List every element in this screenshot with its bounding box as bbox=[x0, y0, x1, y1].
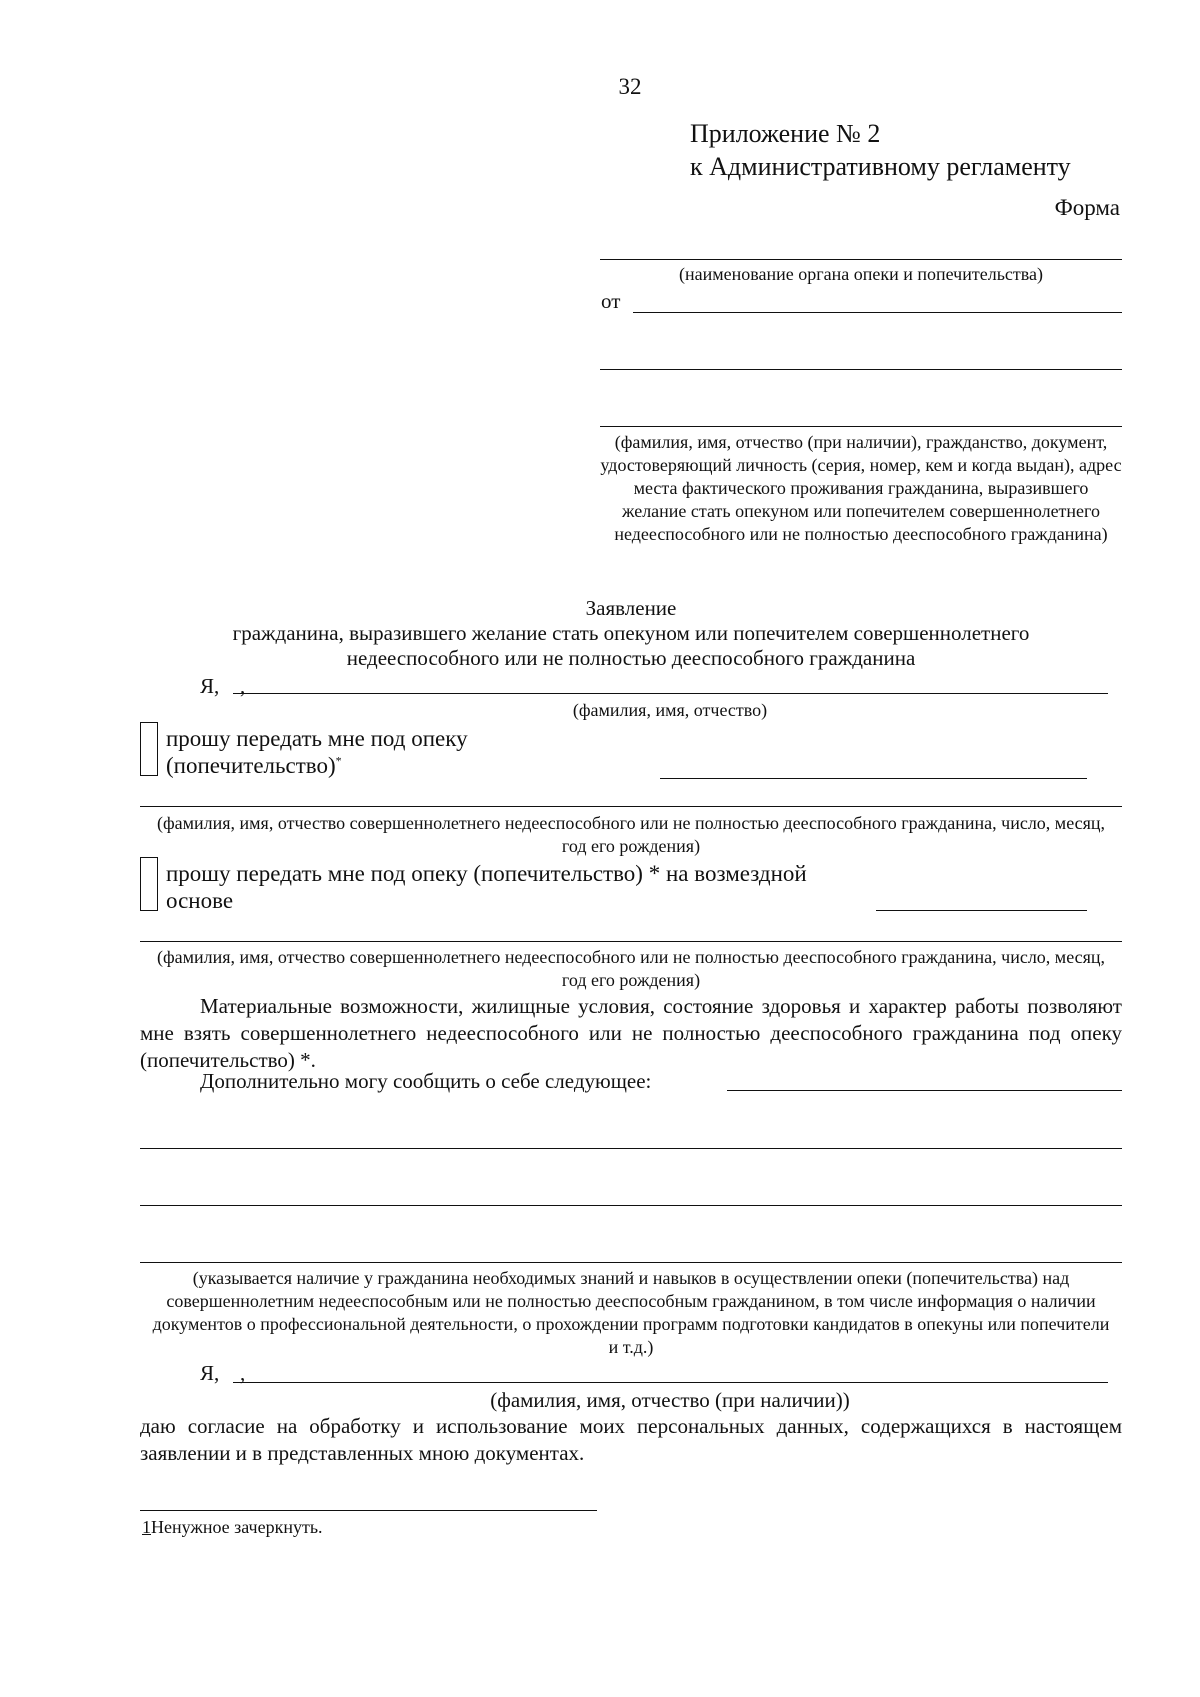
additional-info-line-2[interactable] bbox=[140, 1148, 1122, 1149]
option2-text-line1: прошу передать мне под опеку (попечительство) * на возмездной bbox=[166, 861, 807, 886]
regulation-reference: к Административному регламенту bbox=[690, 152, 1071, 181]
footnote-number: 1 bbox=[142, 1517, 151, 1537]
applicant-details-caption: (фамилия, имя, отчество (при наличии), гражданство, документ, удостоверяющий личность (серия, номер, кем и когда выдан), адрес места фактического проживания гражданина, выразившего желание стать опекуном или попечителем совершеннолетнего недееспособного или не полностью дееспособного гражданина) bbox=[600, 432, 1122, 544]
option1-short-line[interactable] bbox=[660, 778, 1087, 779]
additional-info-line-4[interactable] bbox=[140, 1262, 1122, 1263]
additional-info-line-1[interactable] bbox=[727, 1090, 1122, 1091]
additional-info-label: Дополнительно могу сообщить о себе следующее: bbox=[200, 1069, 652, 1093]
consent-name-line[interactable] bbox=[233, 1382, 1108, 1383]
applicant-line-2[interactable] bbox=[600, 369, 1122, 370]
statement-subtitle-line2: недееспособного или не полностью дееспособного гражданина bbox=[346, 646, 916, 670]
applicant-i-label: Я, bbox=[200, 674, 220, 698]
option2-checkbox[interactable] bbox=[140, 857, 158, 911]
consent-i-label: Я, bbox=[200, 1361, 220, 1385]
from-label: от bbox=[601, 289, 621, 313]
option2-full-line[interactable] bbox=[140, 941, 1122, 942]
additional-info-line-3[interactable] bbox=[140, 1205, 1122, 1206]
option1-mark: * bbox=[335, 753, 342, 768]
applicant-name-line[interactable] bbox=[233, 693, 1108, 694]
material-conditions-paragraph: Материальные возможности, жилищные условия, состояние здоровья и характер работы позволяют мне взять совершеннолетнего недееспособного или не полностью дееспособного гражданина под опеку (попечительство) *. bbox=[140, 994, 1122, 1072]
consent-comma: , bbox=[240, 1361, 246, 1385]
footnote bbox=[142, 1516, 323, 1539]
footnote-text: Ненужное зачеркнуть. bbox=[151, 1517, 323, 1537]
additional-info-caption: (указывается наличие у гражданина необходимых знаний и навыков в осуществлении опеки (попечительства) над совершеннолетним недееспособным или не полностью дееспособным гражданином, в том числе информация о наличии документов о профессиональной деятельности, о прохождении программ подготовки кандидатов в опекуны или попечители и т.д.) bbox=[152, 1268, 1110, 1357]
applicant-line-3[interactable] bbox=[600, 426, 1122, 427]
option2-short-line[interactable] bbox=[876, 910, 1087, 911]
applicant-comma: , bbox=[240, 674, 246, 698]
option1-checkbox[interactable] bbox=[140, 722, 158, 776]
organ-name-line[interactable] bbox=[600, 259, 1122, 260]
footnote-separator bbox=[140, 1510, 597, 1511]
appendix-title: Приложение № 2 bbox=[690, 119, 881, 148]
consent-name-caption: (фамилия, имя, отчество (при наличии)) bbox=[490, 1388, 850, 1412]
option1-text-line1: прошу передать мне под опеку bbox=[166, 726, 468, 751]
option1-text-line2 bbox=[166, 752, 342, 780]
applicant-line-1[interactable] bbox=[633, 312, 1122, 313]
consent-text: даю согласие на обработку и использование моих персональных данных, содержащихся в настоящем заявлении и в представленных мною документах. bbox=[140, 1414, 1122, 1465]
applicant-name-caption: (фамилия, имя, отчество) bbox=[572, 700, 768, 720]
option1-full-line[interactable] bbox=[140, 806, 1122, 807]
statement-subtitle-line1: гражданина, выразившего желание стать опекуном или попечителем совершеннолетнего bbox=[232, 621, 1030, 645]
option2-text-line2: основе bbox=[166, 888, 234, 913]
statement-title: Заявление bbox=[585, 596, 677, 620]
page-number: 32 bbox=[618, 74, 642, 99]
option2-caption: (фамилия, имя, отчество совершеннолетнего недееспособного или не полностью дееспособного гражданина, число, месяц, год его рождения) bbox=[156, 947, 1106, 990]
form-label: Форма bbox=[1054, 195, 1120, 220]
option1-text-line2-text: (попечительство) bbox=[166, 753, 336, 778]
option1-caption: (фамилия, имя, отчество совершеннолетнего недееспособного или не полностью дееспособного гражданина, число, месяц, год его рождения) bbox=[156, 813, 1106, 856]
organ-name-caption: (наименование органа опеки и попечительства) bbox=[678, 264, 1044, 284]
